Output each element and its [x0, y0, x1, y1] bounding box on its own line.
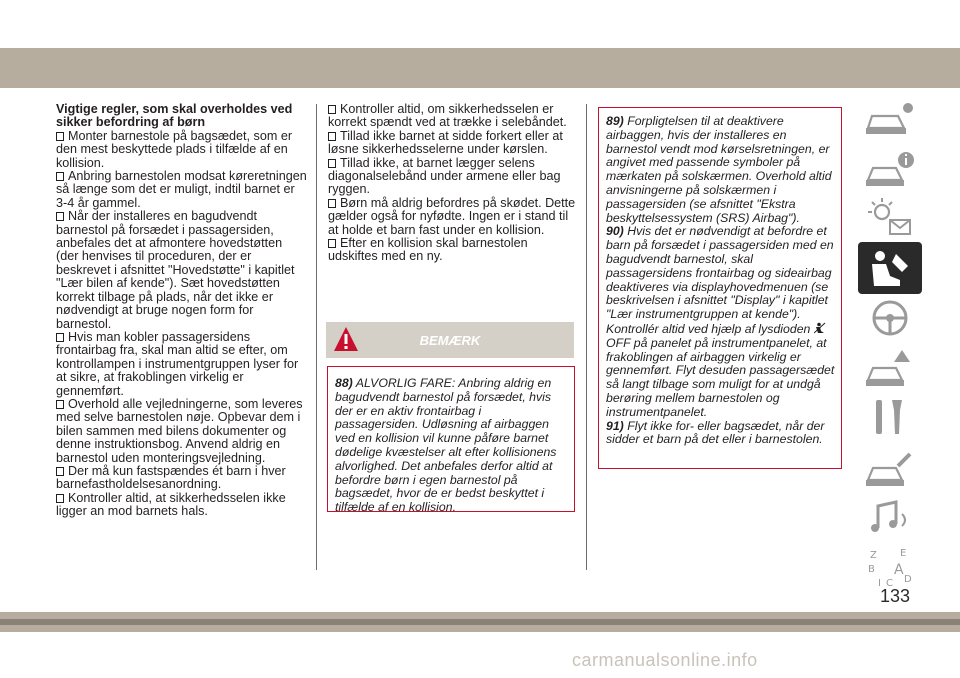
- airbag-seat-icon: [864, 246, 916, 290]
- note-number: 91): [606, 418, 624, 433]
- tab-car-key[interactable]: [858, 92, 922, 144]
- bullet-item: Tillad ikke, at barnet lægger selens diagonalselebånd under armene eller bag ryggen.: [328, 155, 561, 197]
- column-divider: [316, 104, 317, 570]
- bottom-band: [0, 610, 960, 632]
- top-band: [0, 48, 960, 88]
- column-2: [328, 103, 578, 264]
- note-text: Forpligtelsen til at deaktivere airbaggen, hvis der installeres en barnestol vendt mod kørselsretningen, er angivet med passende symboler på mærkaten på solskærmen. Overhold altid anvisningerne på solskærmen i passagersiden (se afsnittet "Ekstra beskyttelsessystem (SRS) Airbag").: [606, 114, 832, 225]
- column-divider: [586, 104, 587, 570]
- bullet-item: Anbring barnestolen modsat køreretningen så længe som det er muligt, indtil barnet er 3-4 år gammel.: [56, 169, 307, 210]
- car-wrench-icon: [864, 446, 916, 490]
- bullet-box-icon: [328, 199, 336, 208]
- car-crash-icon: [864, 346, 916, 390]
- bullet-box-icon: [328, 239, 336, 248]
- watermark: carmanualsonline.info: [572, 650, 758, 670]
- tab-dashboard-lights[interactable]: [858, 192, 922, 244]
- note-88: [327, 366, 575, 515]
- bullet-box-icon: [56, 333, 64, 342]
- page-number: 133: [879, 586, 911, 606]
- svg-text:A: A: [894, 562, 904, 578]
- car-key-icon: [864, 96, 916, 140]
- tools-icon: [864, 396, 916, 440]
- note-text: ALVORLIG FARE: Anbring aldrig en bagudvendt barnestol på forsædet, hvis der er en aktiv frontairbag i passagersiden. Udløsning af airbaggen ved en kollision vil kunne påføre barnet dødelige kvæstelser alt efter kollisionens alvorlighed. Det anbefales derfor altid at befordre børn i egen barnestol på bagsædet, hvor de er bedst beskyttet i tilfælde af en kollision.: [335, 376, 557, 515]
- bullet-box-icon: [56, 132, 64, 141]
- svg-text:C: C: [886, 578, 893, 589]
- svg-text:Z: Z: [870, 550, 877, 561]
- tab-car-wrench[interactable]: [858, 442, 922, 494]
- section-heading: Vigtige regler, som skal overholdes ved sikker befordring af børn: [56, 102, 293, 130]
- tab-multimedia[interactable]: [858, 492, 922, 544]
- bullet-box-icon: [56, 467, 64, 476]
- note-text: OFF på panelet på instrumentpanelet, at frakoblingen af airbaggen virkelig er gennemført. Flyt desuden passagersædet så langt tilbage som muligt for at undgå berøring mellem barnestolen og instrumentpanelet.: [606, 335, 835, 419]
- bullet-item: Børn må aldrig befordres på skødet. Dette gælder også for nyfødte. Ingen er i stand til at holde et barn fast under en kollision.: [328, 195, 576, 237]
- airbag-off-led-icon: [814, 322, 826, 334]
- steering-wheel-icon: [864, 296, 916, 340]
- bullet-item: Tillad ikke barnet at sidde forkert eller at løsne sikkerhedsselerne under kørslen.: [328, 128, 563, 157]
- multimedia-icon: [864, 496, 916, 540]
- notes-89-91: [598, 107, 842, 469]
- tab-car-crash[interactable]: [858, 342, 922, 394]
- bullet-item: Kontroller altid, om sikkerhedsselen er korrekt spændt ved at trække i selebåndet.: [328, 102, 567, 130]
- bullet-box-icon: [328, 159, 336, 168]
- bullet-item: Der må kun fastspændes ét barn i hver barnefastholdelsesanordning.: [56, 463, 286, 492]
- bullet-item: Overhold alle vejledningerne, som leveres med selve barnestolen nøje. Opbevar dem i bilen sammen med bilens dokumenter og denne instruktionsbog. Anvend aldrig en barnestol uden monteringsvejledning.: [56, 396, 303, 465]
- note-number: 89): [606, 114, 624, 128]
- svg-text:E: E: [900, 548, 907, 559]
- note-number: 90): [606, 224, 624, 239]
- bullet-box-icon: [328, 105, 336, 114]
- bullet-item: Når der installeres en bagudvendt barnestol på forsædet i passagersiden, anbefales det at afmontere hovedstøtten (der henvises til proceduren, der er beskrevet i afsnittet "Hovedstøtte" i kapitlet "Lær bilen af kende"). Sæt hovedstøtten korrekt tilbage på plads, når det ikke er nødvendigt at bruge nogen form for barnestol.: [56, 209, 295, 331]
- bottom-band-stripe: [0, 619, 960, 625]
- tab-steering-wheel[interactable]: [858, 292, 922, 344]
- svg-text:B: B: [868, 564, 875, 575]
- warning-title: BEMÆRK: [419, 333, 481, 348]
- tab-car-info[interactable]: [858, 142, 922, 194]
- svg-text:I: I: [878, 578, 881, 589]
- car-info-icon: [864, 146, 916, 190]
- bullet-item: Hvis man kobler passagersidens frontairbag fra, skal man altid se efter, om kontrollampen i instrumentgruppen lyser for at sikre, at frakoblingen virkelig er gennemført.: [56, 329, 299, 398]
- note-number: 88): [335, 376, 353, 390]
- warning-header: [326, 322, 574, 358]
- bullet-item: Monter barnestole på bagsædet, som er den mest beskyttede plads i tilfælde af en kollision.: [56, 128, 293, 170]
- bullet-box-icon: [56, 172, 64, 181]
- note-text: Flyt ikke for- eller bagsædet, når der sidder et barn på det eller i barnestolen.: [606, 418, 825, 447]
- dashboard-lights-icon: [864, 196, 916, 240]
- index-letters-icon: [864, 546, 916, 590]
- note-text: Hvis det er nødvendigt at befordre et barn på forsædet i passagersiden med en bagudvendt barnestol, skal passagersidens frontairbag og sideairbag deaktiveres via displayhovedmenuen (se beskrivelsen i afsnittet "Display" i kapitlet "Lær instrumentgruppen at kende"). Kontrollér altid ved hjælp af lysdioden: [606, 224, 834, 336]
- bullet-box-icon: [56, 400, 64, 409]
- column-1: [56, 103, 308, 519]
- tab-tools[interactable]: [858, 392, 922, 444]
- svg-text:D: D: [904, 574, 912, 585]
- bullet-item: Efter en kollision skal barnestolen udskiftes med en ny.: [328, 236, 528, 264]
- bullet-box-icon: [56, 494, 64, 503]
- bullet-box-icon: [328, 132, 336, 141]
- bullet-item: Kontroller altid, at sikkerhedsselen ikke ligger an mod barnets hals.: [56, 490, 286, 519]
- tab-airbag-seat[interactable]: [858, 242, 922, 294]
- bullet-box-icon: [56, 212, 64, 221]
